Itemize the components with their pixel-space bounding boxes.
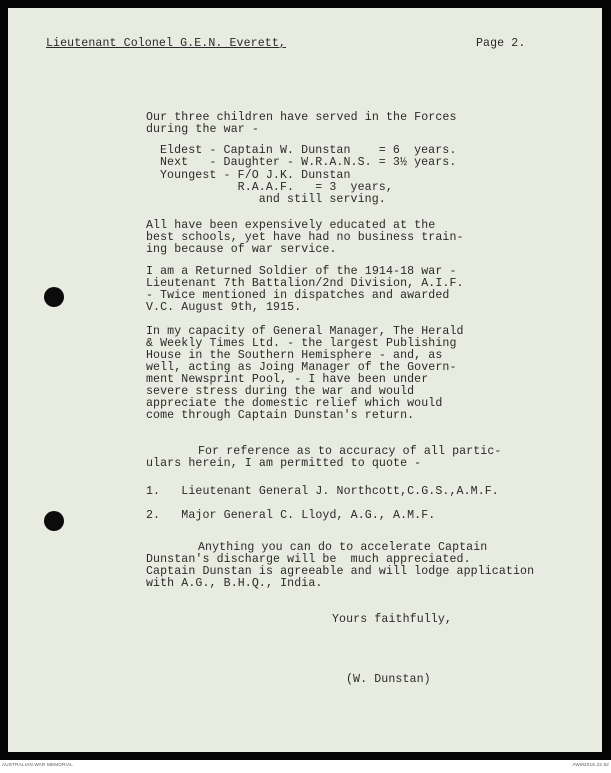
paragraph-line: I am a Returned Soldier of the 1914-18 war - (146, 265, 457, 278)
footer-reference: AWM2016.22.82 (572, 762, 609, 767)
reference-item: 1. Lieutenant General J. Northcott,C.G.S.,A.M.F. (146, 485, 499, 498)
children-line: R.A.A.F. = 3 years, (160, 181, 393, 194)
paragraph-line: appreciate the domestic relief which would (146, 397, 443, 410)
paragraph-line: House in the Southern Hemisphere - and, as (146, 349, 443, 362)
paragraph-line: with A.G., B.H.Q., India. (146, 577, 323, 590)
signature: (W. Dunstan) (346, 673, 431, 686)
paragraph-line: well, acting as Joing Manager of the Govern- (146, 361, 457, 374)
paragraph-line: ulars herein, I am permitted to quote - (146, 457, 422, 470)
paragraph-line: best schools, yet have had no business train- (146, 231, 464, 244)
paragraph-line: - Twice mentioned in dispatches and awarded (146, 289, 450, 302)
closing: Yours faithfully, (332, 613, 452, 626)
page-number: Page 2. (476, 37, 526, 50)
footer-source: AUSTRALIAN WAR MEMORIAL (2, 762, 74, 767)
children-line: Next - Daughter - W.R.A.N.S. = 3½ years. (160, 156, 457, 169)
paragraph-line: ing because of war service. (146, 243, 337, 256)
reference-item: 2. Major General C. Lloyd, A.G., A.M.F. (146, 509, 436, 522)
paragraph-line: ment Newsprint Pool, - I have been under (146, 373, 429, 386)
paragraph-line: & Weekly Times Ltd. - the largest Publishing (146, 337, 457, 350)
children-line: Eldest - Captain W. Dunstan = 6 years. (160, 144, 457, 157)
paragraph-line: Our three children have served in the Forces (146, 111, 457, 124)
paragraph-line: V.C. August 9th, 1915. (146, 301, 302, 314)
children-line: Youngest - F/O J.K. Dunstan (160, 169, 351, 182)
paragraph-line: Captain Dunstan is agreeable and will lodge application (146, 565, 535, 578)
paragraph-line: come through Captain Dunstan's return. (146, 409, 415, 422)
letter-addressee: Lieutenant Colonel G.E.N. Everett, (46, 37, 286, 50)
paragraph-line: severe stress during the war and would (146, 385, 415, 398)
paragraph-line: Lieutenant 7th Battalion/2nd Division, A.I.F. (146, 277, 464, 290)
children-line: and still serving. (160, 193, 386, 206)
paragraph-line: Dunstan's discharge will be much appreciated. (146, 553, 471, 566)
paragraph-line: Anything you can do to accelerate Captain (198, 541, 488, 554)
punch-hole-bottom (44, 511, 64, 531)
paragraph-line: All have been expensively educated at the (146, 219, 436, 232)
punch-hole-top (44, 287, 64, 307)
paragraph-line: In my capacity of General Manager, The Herald (146, 325, 464, 338)
paragraph-line: For reference as to accuracy of all partic- (198, 445, 502, 458)
paragraph-line: during the war - (146, 123, 259, 136)
